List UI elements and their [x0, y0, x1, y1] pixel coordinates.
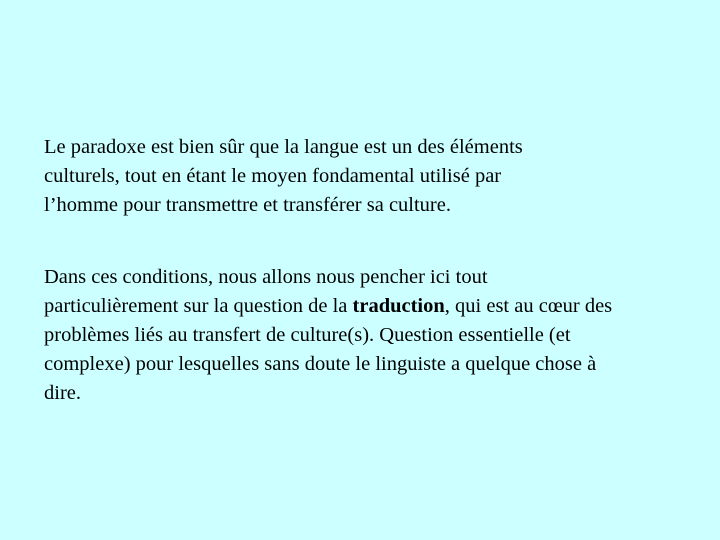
paragraph2-line2-before: particulièrement sur la question de la: [44, 295, 353, 317]
paragraph2-line4: complexe) pour lesquelles sans doute le linguiste a quelque chose à: [44, 353, 597, 375]
paragraph2-line5: dire.: [44, 382, 81, 404]
paragraph2-line1: Dans ces conditions, nous allons nous pencher ici tout: [44, 266, 488, 288]
paragraph1-line2: culturels, tout en étant le moyen fondamental utilisé par: [44, 165, 502, 187]
paragraph-paradox: [44, 133, 714, 220]
traduction-emphasis: traduction: [352, 295, 445, 317]
paragraph2-line2-after: , qui est au cœur des: [444, 295, 613, 317]
paragraph-translation: [44, 263, 714, 408]
paragraph2-line3: problèmes liés au transfert de culture(s). Question essentielle (et: [44, 324, 571, 346]
paragraph1-line3: l’homme pour transmettre et transférer sa culture.: [44, 194, 451, 216]
paragraph1-line1: Le paradoxe est bien sûr que la langue est un des éléments: [44, 136, 523, 158]
